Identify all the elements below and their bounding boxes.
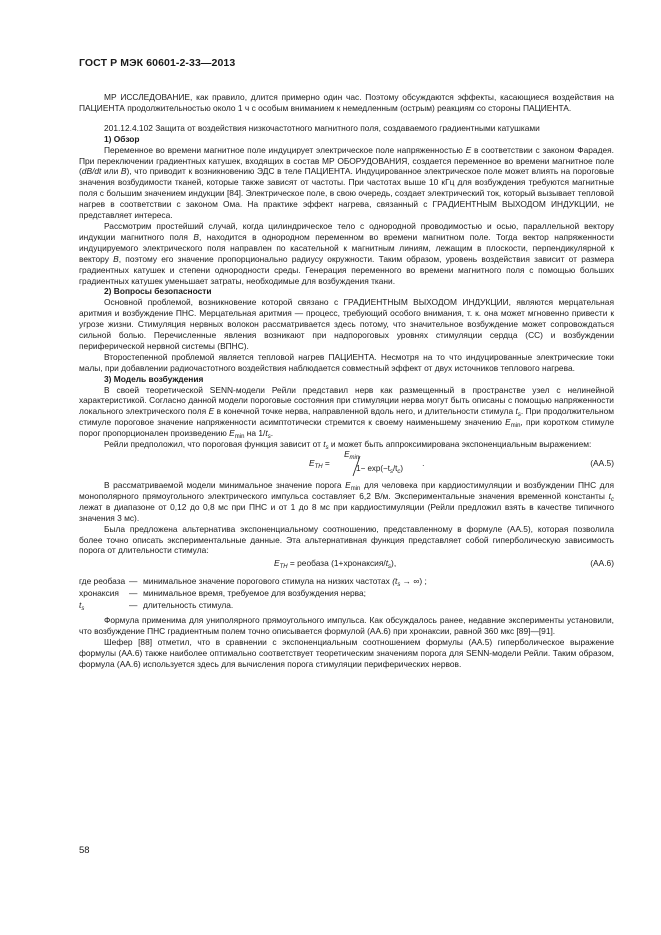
formula-aa5-lhs: $E_{TH}$ [309,458,323,471]
section-heading-201-12-4-102: 201.12.4.102 Защита от воздействия низкочастотного магнитного поля, создаваемого градиентными катушками [104,122,540,133]
definition-dash: — [129,588,138,599]
formula-aa5-denominator: $1- \exp(-t_s/t_c)$ [356,464,404,475]
definition-dash: — [129,576,138,587]
paragraph-safety: Основной проблемой, возникновение которой связано с ГРАДИЕНТНЫМ ВЫХОДОМ ИНДУКЦИИ, являются мерцательная аритмия и возбуждение ПНС. Мерцательная аритмия — процесс, требующий особого внимания, т. к. она может мгновенно привести к угрозе жизни. Стимуляция нервных волокон рассматривается здесь потому, что значительное возбуждение может сопровождаться сильной болью. Перечисленные явления возникают при надпороговых уровнях стимуляции сердца (СС) и возбуждении периферической нервной системы (ВПНС). [79,297,614,351]
document-header: ГОСТ Р МЭК 60601-2-33—2013 [79,57,236,69]
paragraph-formula-applicability: Формула применима для униполярного прямоугольного импульса. Как обсуждалось ранее, недавние эксперименты установили, что возбуждение ПНС градиентным полем точно описывается формулой (АА.6) при хронаксии, равной 360 мкс [89]—[91]. [79,615,614,636]
definition-term-rheobase: где реобаза [79,576,126,587]
definition-text-rheobase: минимальное значение порогового стимула на низких частотах ($t_s$ → ∞) ; [143,576,427,589]
formula-aa6-label: (АА.6) [590,558,614,569]
formula-aa6 [79,556,614,572]
page-number: 58 [79,845,90,856]
definition-text-chronaxie: минимальное время, требуемое для возбуждения нерва; [143,588,366,599]
formula-aa6-expression: $E_{TH}$ = реобаза $(1+хронаксия/t_s)$, [274,558,397,571]
paragraph-heating: Второстепенной проблемой является тепловой нагрев ПАЦИЕНТА. Несмотря на то что индуцированные электрические токи малы, при добавлении радиочастотного воздействия наблюдается совместный эффект от двух источников теплового нагрева. [79,351,614,373]
definition-term-ts: $t_s$ [79,600,85,613]
subheading-model: 3) Модель возбуждения [104,373,204,384]
definition-text-ts: длительность стимула. [143,600,234,611]
paragraph-intro: МР ИССЛЕДОВАНИЕ, как правило, длится примерно один час. Поэтому обсуждаются эффекты, касающиеся воздействия на ПАЦИЕНТА продолжительностью около 1 ч с особым вниманием к немедленным (острым) реакциям со стороны ПАЦИЕНТА. [79,92,614,113]
definitions-list [79,576,614,611]
paragraph-overview: Переменное во времени магнитное поле индуцирует электрическое поле напряженностью E в соответствии с законом Фарадея. При переключении градиентных катушек, входящих в состав МР ОБОРУДОВАНИЯ, создается переменное во времени магнитное поле (dB/dt или B), что приводит к возникновению ЭДС в теле ПАЦИЕНТА. Индуцированное электрическое поле может влиять на пороговые значения возбудимости тканей, которые также зависят от частоты. При частотах выше 10 кГц для возбуждения требуются магнитные поля с большим значением индукции [84]. Электрическое поле, в свою очередь, создает электрический ток, который вызывает тепловой нагрев в соответствии с законом Ома. На практике эффект нагрева, связанный с ГРАДИЕНТНЫМ ВЫХОДОМ ИНДУКЦИИ, не представляет интереса. [79,144,614,221]
definition-dash: — [129,600,138,611]
paragraph-senn-model: В своей теоретической SENN-модели Рейли представил нерв как размещенный в пространстве узел с нелинейной характеристикой. Согласно данной модели пороговые состояния при стимуляции нерва могут быть описаны с помощью напряженности локального электрического поля E в конечной точке нерва, направленной вдоль него, и длительности стимула $t_s$. При продолжительном стимуле пороговое значение напряженности асимптотически стремится к своему наименьшему значению $E_{min}$, при коротком стимуле порог пропорционален произведению $E_{min}$ на $1/t_s$. [79,384,614,441]
paragraph-reilly-assumption: Рейли предположил, что пороговая функция зависит от $t_s$ и может быть аппроксимирована экспоненциальным выражением: [104,439,592,452]
formula-aa5-fraction [332,450,422,478]
paragraph-min-threshold: В рассматриваемой модели минимальное значение порога $E_{min}$ для человека при кардиостимуляции и возбуждении ПНС для монополярного прямоугольного электрического импульса составляет 6,2 В/м. Экспериментальные значения временной константы $t_c$ лежат в диапазоне от 0,12 до 0,8 мс при ПНС и от 1 до 8 мс при кардиостимуляции (Рейли предложил взять в качестве типичного значения 3 мс). [79,480,614,523]
formula-aa5-label: (АА.5) [590,458,614,468]
paragraph-cylinder: Рассмотрим простейший случай, когда цилиндрическое тело с однородной проводимостью и осью, параллельной вектору индукции магнитного поля B, находится в однородном переменном во времени магнитном поле. Тогда вектор напряженности индуцируемого электрического поля направлен по касательной к магнитным линиям, лежащим в плоскости, перпендикулярной к вектору B, поэтому его значение пропорционально радиусу окружности. Таким образом, уровень воздействия зависит от размера градиентных катушек и степени однородности среды. Генерация переменного во времени магнитного поля с помощью больших градиентных катушек уменьшает затраты, необходимые для возбуждения ткани. [79,220,614,286]
subheading-overview: 1) Обзор [104,133,140,144]
document-body [79,92,614,670]
formula-aa5: $E_{TH}$ = $E_{min}$ $1- \exp(-t_s/t_c)$ . (АА.5) [79,450,614,480]
subheading-safety: 2) Вопросы безопасности [104,286,212,297]
paragraph-alternative: Была предложена альтернатива экспоненциальному соотношению, представленному в формуле (АА.5), которая позволила более точно описать экспериментальные данные. Эта альтернативная функция представляет собой гиперболическую зависимость порога от длительности стимула: [79,523,614,556]
paragraph-schaefer: Шефер [88] отметил, что в сравнении с экспоненциальным соотношением формулы (АА.5) гиперболическое выражение формулы (АА.6) также наиболее оптимально соответствует теоретическим значениям порога для SENN-модели Рейли. Таким образом, формула (АА.6) используется здесь для вычисления порога стимуляции периферических нервов. [79,636,614,669]
formula-aa5-numerator: $E_{min}$ [344,450,360,461]
definition-term-chronaxie: хронаксия [79,588,119,599]
